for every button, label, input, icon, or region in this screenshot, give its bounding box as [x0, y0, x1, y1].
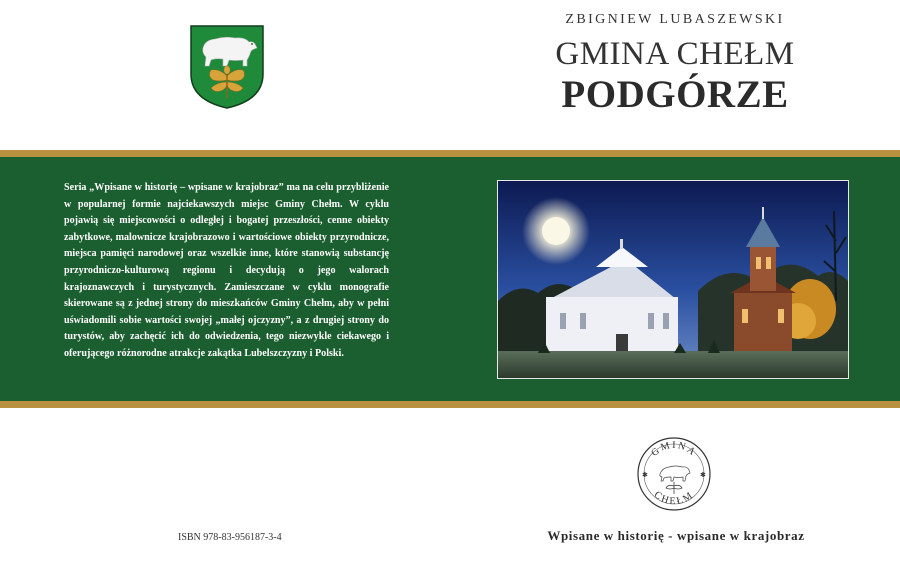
author-name: ZBIGNIEW LUBASZEWSKI	[565, 12, 785, 27]
svg-text:✱: ✱	[700, 471, 706, 479]
series-tagline: Wpisane w historię - wpisane w krajobraz	[547, 528, 805, 543]
gmina-chelm-seal-icon	[636, 436, 712, 512]
gold-stripe-bottom	[0, 401, 900, 408]
bear-oak-shield-icon	[189, 24, 265, 110]
book-title-line2: PODGÓRZE	[561, 73, 789, 116]
svg-text:✱: ✱	[642, 471, 648, 479]
series-description: Seria „Wpisane w historię – wpisane w krajobraz” ma na celu przybliżenie w popularnej formie najciekawszych miejsc Gminy Chełm. W cyklu pojawią się miejscowości o odległej i bogatej przeszłości, cenne obiekty zabytkowe, malownicze krajobrazowo i wartościowe obiekty przyrodnicze, miejsca pamięci narodowej oraz wszelkie inne, które stanowią substancję przyrodniczo-kulturową regionu i decydują o jego walorach krajoznawczych i turystycznych. Zamieszczane w cyklu monografie skierowane są z jednej strony do mieszkańców Gminy Chełm, aby w pełni uświadomili sobie wartości swojej „małej ojczyzny”, a z drugiej strony do turystów, aby zachęcić ich do odwiedzenia, tego niezwykle ciekawego i oferującego różnorodne atrakcje zakątka Lubelszczyzny i Polski.	[64, 182, 389, 359]
gold-stripe-top	[0, 150, 900, 157]
book-title-line1: GMINA CHEŁM	[555, 36, 795, 72]
isbn-number: ISBN 978-83-956187-3-4	[178, 532, 282, 543]
seal-top-text: GMINA	[649, 439, 699, 459]
church-night-photo	[497, 180, 849, 379]
seal-bottom-text: CHEŁM	[651, 489, 697, 508]
